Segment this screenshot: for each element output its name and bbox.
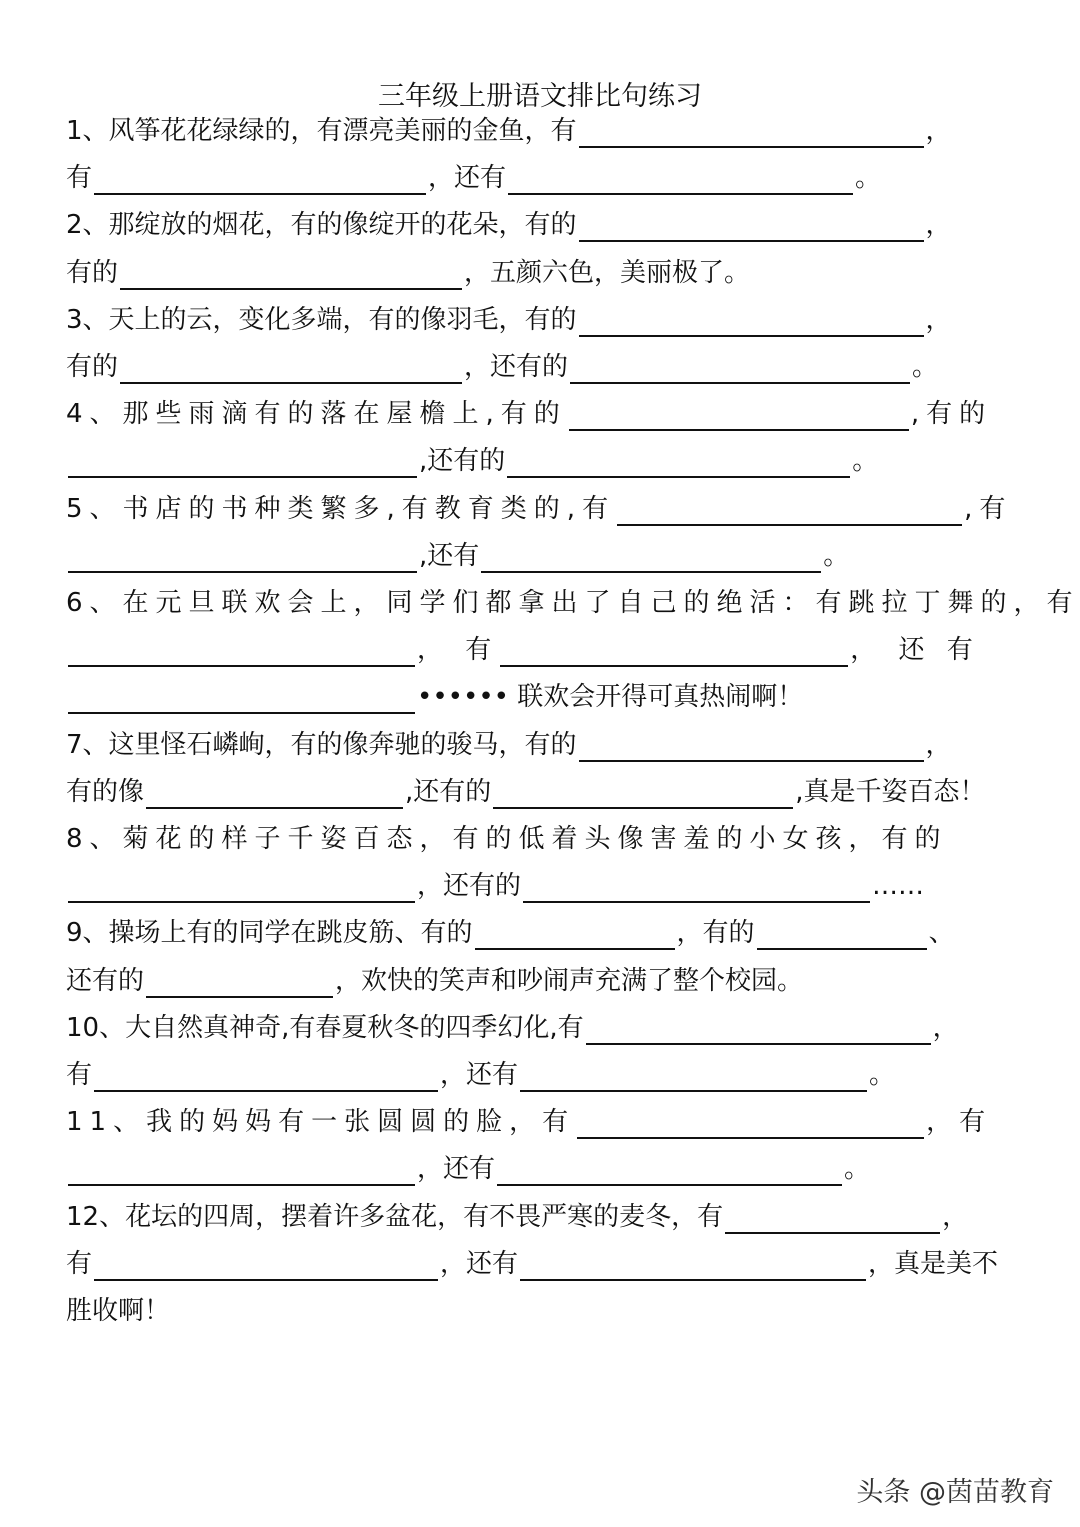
answer-blank[interactable]	[579, 305, 924, 337]
exercise-line	[66, 250, 750, 290]
answer-blank[interactable]	[523, 871, 870, 903]
sentence-text: ，还有	[428, 163, 507, 194]
sentence-text: ，欢快的笑声和吵闹声充满了整个校园。	[335, 965, 804, 996]
sentence-text: 6、在元旦联欢会上，同学们都拿出了自己的绝活：有跳拉丁舞的，有	[66, 588, 1080, 618]
exercise-line	[66, 580, 1080, 620]
exercise-line	[66, 722, 952, 762]
answer-blank[interactable]	[500, 635, 848, 667]
answer-blank[interactable]	[68, 682, 415, 714]
answer-blank[interactable]	[757, 918, 927, 950]
exercise-line	[66, 297, 952, 337]
sentence-text: ，	[925, 729, 952, 760]
sentence-text: ,还有的	[405, 776, 492, 807]
answer-blank[interactable]	[68, 446, 417, 478]
sentence-text: ， 有	[417, 635, 499, 666]
sentence-text: ，还有	[440, 1248, 519, 1279]
answer-blank[interactable]	[94, 1060, 438, 1092]
answer-blank[interactable]	[475, 918, 675, 950]
answer-blank[interactable]	[94, 1249, 438, 1281]
answer-blank[interactable]	[507, 446, 850, 478]
exercise-line	[66, 1288, 170, 1328]
sentence-text: 有	[66, 1060, 93, 1090]
sentence-text: 。	[855, 163, 882, 194]
exercise-line	[66, 910, 955, 950]
sentence-text: 有的	[66, 257, 119, 288]
exercise-line	[66, 202, 952, 242]
sentence-text: 有的	[66, 352, 119, 382]
sentence-text: 10、大自然真神奇,有春夏秋冬的四季幻化,有	[66, 1012, 584, 1043]
sentence-text: 。	[844, 1154, 871, 1185]
sentence-text: ，有	[926, 1107, 993, 1138]
sentence-text: ,有的	[910, 399, 993, 430]
answer-blank[interactable]	[586, 1013, 931, 1045]
answer-blank[interactable]	[725, 1202, 940, 1234]
exercise-line	[66, 627, 980, 667]
sentence-text: 。	[823, 540, 850, 571]
answer-blank[interactable]	[481, 541, 821, 573]
answer-blank[interactable]	[146, 777, 403, 809]
exercise-line	[66, 816, 948, 856]
exercise-line	[66, 1052, 895, 1092]
sentence-text: ,有	[964, 493, 1013, 524]
sentence-text: 有	[66, 163, 93, 194]
exercise-line	[66, 344, 938, 384]
exercise-line	[66, 1241, 998, 1281]
sentence-text: ，还有的	[464, 352, 569, 382]
sentence-text: ， 还 有	[850, 635, 980, 666]
answer-blank[interactable]	[579, 730, 924, 762]
answer-blank[interactable]	[68, 541, 417, 573]
sentence-text: 胜收啊！	[66, 1296, 171, 1326]
worksheet-title: 三年级上册语文排比句练习	[378, 81, 702, 112]
sentence-text: ……	[872, 871, 925, 902]
sentence-text: ，	[932, 1012, 959, 1043]
sentence-text: 还有的	[66, 965, 145, 996]
sentence-text: ，还有	[417, 1154, 496, 1185]
answer-blank[interactable]	[577, 1107, 924, 1139]
watermark: 头条 @茵苗教育	[856, 1477, 1054, 1508]
answer-blank[interactable]	[579, 116, 924, 148]
sentence-text: 。	[912, 352, 939, 382]
answer-blank[interactable]	[146, 966, 333, 998]
answer-blank[interactable]	[120, 258, 462, 290]
sentence-text: 。	[852, 446, 879, 477]
sentence-text: ,还有	[419, 540, 480, 571]
exercise-line	[66, 674, 803, 714]
exercise-line	[66, 391, 992, 431]
exercise-line	[66, 1005, 959, 1045]
sentence-text: 。	[869, 1060, 896, 1090]
sentence-text: ，	[942, 1201, 969, 1232]
answer-blank[interactable]	[520, 1060, 867, 1092]
sentence-text: ，还有	[440, 1060, 519, 1090]
sentence-text: ，有的	[676, 918, 755, 949]
sentence-text: 3、天上的云，变化多端，有的像羽毛，有的	[66, 304, 577, 335]
sentence-text: ,还有的	[419, 446, 506, 477]
sentence-text: 5、书店的书种类繁多,有教育类的,有	[66, 493, 616, 524]
sentence-text: •••••• 联欢会开得可真热闹啊！	[417, 682, 804, 713]
answer-blank[interactable]	[497, 1154, 842, 1186]
exercise-line	[66, 486, 1012, 526]
sentence-text: 11、我的妈妈有一张圆圆的脸，有	[66, 1107, 576, 1138]
answer-blank[interactable]	[508, 163, 853, 195]
exercise-line	[66, 438, 878, 478]
sentence-text: 8、菊花的样子千姿百态，有的低着头像害羞的小女孩，有的	[66, 824, 948, 854]
answer-blank[interactable]	[569, 399, 909, 431]
answer-blank[interactable]	[68, 1154, 415, 1186]
sentence-text: ，还有的	[417, 871, 522, 902]
sentence-text: ，五颜六色，美丽极了。	[464, 257, 751, 288]
sentence-text: ,真是千姿百态！	[795, 776, 986, 807]
exercise-line	[66, 1146, 870, 1186]
sentence-text: 4、那些雨滴有的落在屋檐上,有的	[66, 399, 567, 430]
answer-blank[interactable]	[120, 352, 462, 384]
answer-blank[interactable]	[68, 871, 415, 903]
exercise-line	[66, 533, 849, 573]
answer-blank[interactable]	[493, 777, 793, 809]
answer-blank[interactable]	[68, 635, 415, 667]
answer-blank[interactable]	[570, 352, 910, 384]
exercise-line	[66, 155, 881, 195]
sentence-text: 1、风筝花花绿绿的，有漂亮美丽的金鱼，有	[66, 116, 577, 146]
exercise-line	[66, 108, 952, 148]
sentence-text: 2、那绽放的烟花，有的像绽开的花朵，有的	[66, 210, 577, 241]
sentence-text: ，	[925, 116, 952, 146]
sentence-text: 、	[928, 918, 955, 949]
answer-blank[interactable]	[579, 210, 924, 242]
exercise-line	[66, 958, 803, 998]
exercise-line	[66, 863, 924, 903]
exercise-line	[66, 769, 986, 809]
answer-blank[interactable]	[617, 494, 962, 526]
answer-blank[interactable]	[520, 1249, 866, 1281]
sentence-text: ，	[925, 210, 952, 241]
exercise-line	[66, 1194, 968, 1234]
sentence-text: 有	[66, 1248, 93, 1279]
answer-blank[interactable]	[94, 163, 426, 195]
sentence-text: 有的像	[66, 776, 145, 807]
exercise-line	[66, 1099, 992, 1139]
sentence-text: 9、操场上有的同学在跳皮筋、有的	[66, 918, 473, 949]
sentence-text: ，	[925, 304, 952, 335]
sentence-text: 12、花坛的四周，摆着许多盆花，有不畏严寒的麦冬，有	[66, 1201, 724, 1232]
sentence-text: 7、这里怪石嶙峋，有的像奔驰的骏马，有的	[66, 729, 577, 760]
sentence-text: ，真是美不	[868, 1248, 999, 1279]
